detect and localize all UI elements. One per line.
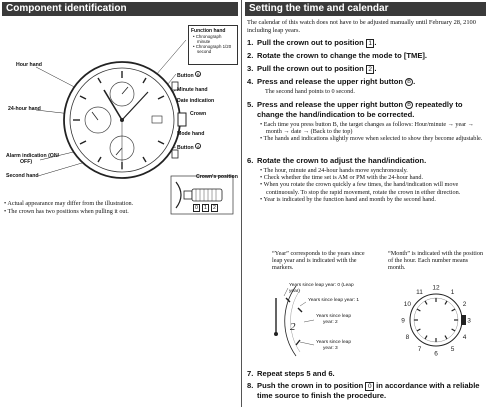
step-2: 2. Rotate the crown to change the mode to [TME].: [247, 51, 428, 60]
year-label-1: Years since leap year: 1: [308, 298, 360, 303]
step-8: 8. Push the crown in to position 0 in accordance with a reliable: [247, 381, 480, 390]
label-button-a: Button A: [177, 144, 200, 151]
step-4-detail: The second hand points to 0 second.: [265, 88, 355, 95]
month-number: 2: [462, 301, 467, 308]
step-7: 7. Repeat steps 5 and 6.: [247, 369, 335, 378]
month-number: 12: [432, 284, 440, 292]
month-number: 3: [467, 317, 471, 325]
label-alarm-indication-2: OFF): [20, 159, 33, 165]
label-button-b: Button B: [177, 72, 200, 79]
label-crown: Crown: [190, 111, 207, 117]
section-header-setting-time: Setting the time and calendar: [245, 2, 486, 16]
month-number: 10: [403, 301, 412, 308]
bullet-item: • The hands and indications slightly move when selected to show they become adjustable.: [260, 135, 485, 142]
note-item: • The crown has two positions when pulling it out.: [4, 208, 240, 216]
label-date-indication: Date indication: [177, 98, 215, 104]
step-5-continued: change the hand/indication to be corrected.: [257, 110, 415, 119]
step-3: 3. Pull the crown out to position 2 .: [247, 64, 377, 73]
section-header-component-identification: Component identification: [2, 2, 238, 16]
month-number: 4: [462, 334, 467, 341]
function-hand-item: • Chronograph: [193, 34, 222, 39]
step-8-continued: time source to finish the procedure.: [257, 391, 387, 400]
function-hand-item: minute: [197, 39, 211, 44]
function-hand-callout: [188, 25, 238, 65]
month-number: 5: [450, 346, 455, 354]
year-figure-caption: “Year” corresponds to the years since leap year and is indicated with the markers.: [272, 250, 365, 272]
function-hand-item: second: [197, 49, 212, 54]
month-figure-caption: “Month” is indicated with the position of the hour. Each number means month.: [388, 250, 484, 272]
year-label-3-cont: year: 3: [323, 346, 338, 351]
intro-text: The calendar of this watch does not have to be adjusted manually until February 28, 2100 including leap years.: [247, 19, 476, 34]
label-24-hour-hand: 24-hour hand: [8, 106, 41, 112]
month-number: 9: [401, 317, 405, 325]
label-hour-hand: Hour hand: [16, 62, 42, 68]
year-label-2: Years since leap: [316, 314, 352, 319]
month-number: 8: [405, 334, 410, 341]
label-second-hand: Second hand: [6, 173, 39, 179]
crown-position-2: 2: [213, 205, 216, 211]
crown-position-1: 1: [204, 205, 207, 211]
step-6-bullets: [260, 167, 485, 203]
bullet-item: • When you rotate the crown quickly a few times, the hand/indication will move continuously. To stop the rapid movement, rotate the crown in either direction.: [260, 181, 485, 195]
step-4: 4. Press and release the upper right button B .: [247, 77, 416, 86]
month-number: 6: [434, 350, 438, 358]
bullet-item: • Check whether the time set is AM or PM with the 24-hour hand.: [260, 174, 485, 181]
month-number: 1: [450, 288, 455, 296]
svg-text:2: 2: [290, 321, 296, 333]
crown-position-0: 0: [195, 205, 198, 211]
bullet-item: • Year is indicated by the function hand and month by the second hand.: [260, 196, 485, 203]
component-notes: [4, 200, 240, 215]
step-1: 1. Pull the crown out to position 1 .: [247, 38, 377, 47]
year-label-0: Years since leap year: 0 (Leap: [289, 283, 354, 288]
bullet-item: • The hour, minute and 24-hour hands move synchronously.: [260, 167, 485, 174]
year-label-3: Years since leap: [316, 340, 352, 345]
function-hand-title: Function hand: [191, 28, 226, 34]
label-alarm-indication: Alarm indication (ON/: [6, 153, 60, 159]
function-hand-item: • Chronograph 1/20: [193, 44, 232, 49]
label-minute-hand: Minute hand: [177, 87, 208, 93]
month-number: 11: [416, 288, 423, 296]
bullet-item: • Each time you press button B, the target changes as follows: Hour/minute → year → month → date → (Back to the top): [260, 121, 485, 135]
year-label-2-cont: year: 2: [323, 320, 338, 325]
step-5-bullets: [260, 121, 485, 143]
note-item: • Actual appearance may differ from the illustration.: [4, 200, 240, 208]
step-5: 5. Press and release the upper right button B repeatedly to: [247, 100, 463, 109]
month-number: 7: [417, 346, 422, 354]
label-mode-hand: Mode hand: [177, 131, 205, 137]
label-crowns-position: Crown's position: [196, 174, 238, 180]
step-6: 6. Rotate the crown to adjust the hand/indication.: [247, 156, 427, 165]
year-label-0-cont: year): [289, 289, 300, 294]
